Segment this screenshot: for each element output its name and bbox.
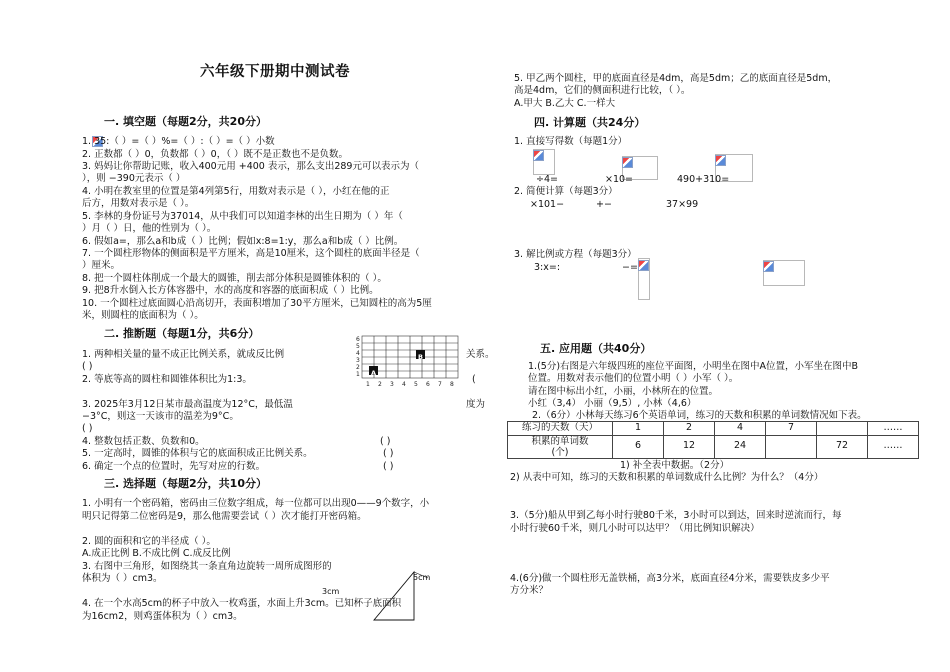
fill-q8: 8. 把一个圆柱体削成一个最大的圆锥，削去部分体积是圆锥体积的（ ）。 [82,273,387,284]
judge-q6-paren: ( ) [383,461,394,472]
app-q1-cont: 位置。用数对表示他们的位置小明（ ）小军（ ）。 [528,373,739,384]
judge-q1-paren: ( ) [82,361,93,372]
judge-q4: 4. 整数包括正数、负数和0。 [82,436,205,447]
page-title: 六年级下册期中测试卷 [200,64,350,80]
fill-q3-cont: ），则 −390元表示（ ） [82,173,186,184]
table-cell-label: 积累的单词数 [531,435,589,447]
judge-q2: 2. 等底等高的圆柱和圆锥体积比为1:3。 [82,374,252,385]
table-cell-unit: (个) [551,446,569,458]
grid-y-label: 3 [356,357,360,364]
grid-x-label: 2 [378,381,382,388]
choice-q3: 3. 右图中三角形，如图绕其一条直角边旋转一周所成图形的 [82,561,332,572]
table-cell: …… [868,435,919,458]
section-1-heading: 一. 填空题（每题2分，共20分） [104,115,267,128]
choice-q1-cont: 明只记得第二位密码是9，那么他需要尝试（ ）次才能打开密码箱。 [82,511,367,522]
choice-q3-cont: 体积为（ ）cm3。 [82,573,163,584]
seat-a-label: A [371,369,377,377]
table-cell [766,435,817,458]
triangle-label-5cm: 5cm [413,573,431,582]
judge-q5-paren: ( ) [383,448,394,459]
judge-q4-paren: ( ) [380,436,391,447]
judge-q5: 5. 一定高时，圆锥的体积与它的底面积成正比例关系。 [82,448,313,459]
table-cell: 练习的天数（天） [508,422,613,436]
choice-q2-options: A.成正比例 B.不成比例 C.成反比例 [82,548,231,559]
judge-right-3: 度为 [466,399,486,410]
grid-x-label: 5 [414,381,418,388]
app-q3-cont: 小时行驶60千米，则几小时可以达甲？（用比例知识解决） [510,523,760,534]
grid-y-label: 6 [356,336,360,343]
table-cell [508,435,613,458]
section-2-heading: 二. 推断题（每题1分，共6分） [104,327,260,340]
grid-y-label: 1 [356,371,360,378]
calc-item-7: 3:x=: [534,262,561,273]
table-cell: 12 [664,435,715,458]
table-cell: 1 [613,422,664,436]
table-cell: 4 [715,422,766,436]
judge-right-1: 关系。 [466,349,495,360]
grid-x-label: 4 [402,381,406,388]
calc-part2: 2. 简便计算（每题3分） [514,186,618,197]
calc-part3: 3. 解比例或方程（每题3分） [514,249,637,260]
judge-q3: 3. 2025年3月12日某市最高温度为12°C，最低温 [82,399,293,410]
section-5-heading: 五. 应用题（共40分） [540,342,652,355]
app-q2-part2: 2) 从表中可知，练习的天数和积累的单词数成什么比例？为什么？（4分） [510,472,824,483]
judge-q3-paren: ( ) [82,423,93,434]
fill-q10-cont: 米，则圆柱的底面积为（ ）。 [82,310,204,321]
table-cell: 2 [664,422,715,436]
choice-q4: 4. 在一个水高5cm的杯子中放入一枚鸡蛋，水面上升3cm。已知杯子底面积 [82,598,402,609]
calc-item-3: 490+310= [677,174,730,185]
table-cell: 72 [817,435,868,458]
calc-item-2: ×10= [605,174,634,185]
image-placeholder-icon [622,157,633,168]
section-3-heading: 三. 选择题（每题2分，共10分） [104,477,267,490]
fill-q1: 1. 35:（ ）=（ ）%=（ ）:（ ）=（ ）小数 [82,136,275,147]
app-q4-cont: 方分米？ [510,585,549,596]
choice-q5-cont: 高是4dm，它们的侧面积进行比较，（ ）。 [514,85,691,96]
fill-q5: 5. 李林的身份证号为37014，从中我们可以知道李林的出生日期为（ ）年（ [82,211,403,222]
calc-item-1: ÷4= [536,174,558,185]
table-row [508,422,919,436]
choice-q4-cont: 为16cm2，则鸡蛋体积为（ ）cm3。 [82,611,243,622]
app-q1-instruction: 请在图中标出小红，小丽，小林所在的位置。 [528,386,719,397]
grid-x-label: 3 [390,381,394,388]
fill-q10: 10. 一个圆柱过底面圆心沿高切开，表面积增加了30平方厘米，已知圆柱的高为5厘 [82,298,432,309]
app-q3: 3.（5分)船从甲到乙每小时行驶80千米，3小时可以到达，回来时逆流而行，每 [510,510,842,521]
calc-part1: 1. 直接写得数（每题1分） [514,136,628,147]
grid-x-label: 8 [450,381,454,388]
image-placeholder-icon [715,155,726,166]
fill-q7: 7. 一个圆柱形物体的侧面积是平方厘米，高是10厘米，这个圆柱的底面半径是（ [82,248,420,259]
fill-q7-cont: ）厘米。 [82,260,121,271]
fill-q9: 9. 把8升水倒入长方体容器中，水的高度和容器的底面积成（ ）比例。 [82,285,379,296]
grid-x-label: 6 [426,381,430,388]
table-cell: 24 [715,435,766,458]
fill-q4: 4. 小明在教室里的位置是第4列第5行，用数对表示是（ ），小红在他的正 [82,186,390,197]
seat-grid [356,334,466,387]
grid-x-label: 7 [438,381,442,388]
triangle-label-3cm: 3cm [322,587,340,596]
fill-q2: 2. 正数都（ ）0，负数都（ ）0，（ ）既不是正数也不是负数。 [82,149,348,160]
calc-item-4: ×101− [530,199,565,210]
section-4-heading: 四. 计算题（共24分） [534,116,646,129]
judge-right-2: ( [472,374,476,385]
app-q1: 1.(5分)右图是六年级四班的座位平面图，小明坐在图中A位置，小军坐在图中B [528,361,859,372]
app-q4: 4.(6分)做一个圆柱形无盖铁桶，高3分米，底面直径4分米，需要铁皮多少平 [510,573,830,584]
table-cell: …… [868,422,919,436]
table-cell [817,422,868,436]
choice-q5: 5. 甲乙两个圆柱，甲的底面直径是4dm，高是5dm；乙的底面直径是5dm， [514,73,838,84]
fill-q5-cont: ）月（ ）日，他的性别为（ ）。 [82,223,217,234]
seat-b-label: B [418,353,423,361]
fill-q3: 3. 妈妈让你帮助记账，收入400元用 +400 表示，那么支出289元可以表示为（ [82,161,419,172]
choice-q5-options: A.甲大 B.乙大 C.一样大 [514,98,616,109]
image-placeholder-icon [763,261,774,272]
grid-y-label: 2 [356,364,360,371]
fill-q6: 6. 假如a=，那么a和b成（ ）比例；假如x:8=1:y，那么a和b成（ ）比例。 [82,236,404,247]
grid-y-label: 5 [356,343,360,350]
choice-q1: 1. 小明有一个密码箱，密码由三位数字组成，每一位都可以出现0——9个数字，小 [82,498,430,509]
judge-q3-cont: −3°C，则这一天该市的温差为9°C。 [82,411,239,422]
app-q2: 2.（6分）小林每天练习6个英语单词，练习的天数和积累的单词数情况如下表。 [532,410,867,421]
table-cell: 6 [613,435,664,458]
app-q2-part1: 1) 补全表中数据。（2分） [620,460,730,471]
image-placeholder-icon [533,150,544,161]
app-q1-coords: 小红（3,4） 小丽（9,5）, 小林（4,6） [528,398,697,409]
words-table [507,421,919,459]
choice-q2: 2. 圆的面积和它的半径成（ ）。 [82,536,216,547]
image-placeholder-icon [638,260,649,271]
calc-item-5: +− [596,199,612,210]
judge-q6: 6. 确定一个点的位置时，先写对应的行数。 [82,461,266,472]
grid-y-label: 4 [356,350,360,357]
calc-item-6: 37×99 [666,199,699,210]
judge-q1: 1. 两种相关量的量不成正比例关系，就成反比例 [82,349,285,360]
table-row [508,435,919,458]
fill-q4-cont: 后方，用数对表示是（ ）。 [82,198,195,209]
table-cell: 7 [766,422,817,436]
calc-item-8: −= [622,262,638,273]
grid-x-label: 1 [366,381,370,388]
